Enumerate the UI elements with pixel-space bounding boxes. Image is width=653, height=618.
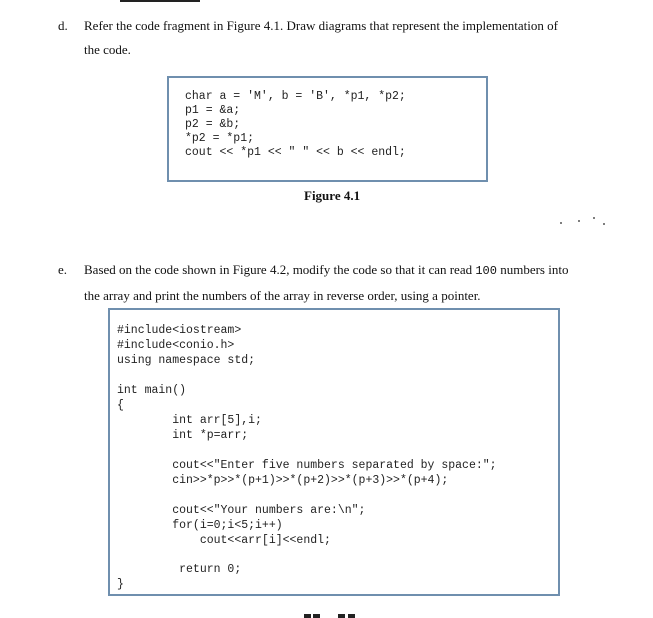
question-e-line-1 [84,262,568,279]
figure-4-2-code-line: } [117,578,124,591]
figure-4-2-code-line: { [117,399,124,412]
question-e-number: 100 [475,264,497,278]
figure-4-2-code-line: return 0; [117,563,242,576]
figure-4-2-code-line: using namespace std; [117,354,256,367]
stray-mark [603,223,605,225]
question-d-label: d. [58,18,68,33]
figure-4-1-caption: Figure 4.1 [304,188,361,203]
figure-4-1-code-line: p2 = &b; [185,118,241,131]
figure-4-1-code-line: cout << *p1 << " " << b << endl; [185,146,406,159]
cropped-header-fragment [120,0,200,2]
question-d-line-1: Refer the code fragment in Figure 4.1. Draw diagrams that represent the implementation of [84,18,558,33]
figure-4-2-code-line: int arr[5],i; [117,414,262,427]
question-e-line-1-start: Based on the code shown in Figure 4.2, modify the code so that it can read [84,262,476,277]
figure-4-2-code-line: cout<<arr[i]<<endl; [117,534,331,547]
question-e-line-2: the array and print the numbers of the array in reverse order, using a pointer. [84,288,481,303]
figure-4-2-code-line: int *p=arr; [117,429,249,442]
figure-4-2-code-line: cout<<"Your numbers are:\n"; [117,504,366,517]
stray-mark [578,220,580,222]
figure-4-2-caption-cropped [300,612,360,618]
question-e-label: e. [58,262,68,277]
figure-4-1-code-line: char a = 'M', b = 'B', *p1, *p2; [185,90,406,103]
figure-4-2-code-line: cout<<"Enter five numbers separated by space:"; [117,459,497,472]
figure-4-1-code-box [167,76,488,182]
figure-4-2-code-line: for(i=0;i<5;i++) [117,519,283,532]
figure-4-2-code-line: int main() [117,384,187,397]
stray-mark [560,222,562,224]
question-e-line-1-end: numbers into [496,262,569,277]
question-d-line-2: the code. [84,42,131,57]
figure-4-2-code-line: #include<conio.h> [117,339,235,352]
figure-4-1-code-line: p1 = &a; [185,104,241,117]
figure-4-1-code-line: *p2 = *p1; [185,132,255,145]
stray-mark [593,217,595,219]
figure-4-2-code-box [108,308,560,596]
figure-4-2-code-line: #include<iostream> [117,324,242,337]
figure-4-2-code-line: cin>>*p>>*(p+1)>>*(p+2)>>*(p+3)>>*(p+4); [117,474,449,487]
